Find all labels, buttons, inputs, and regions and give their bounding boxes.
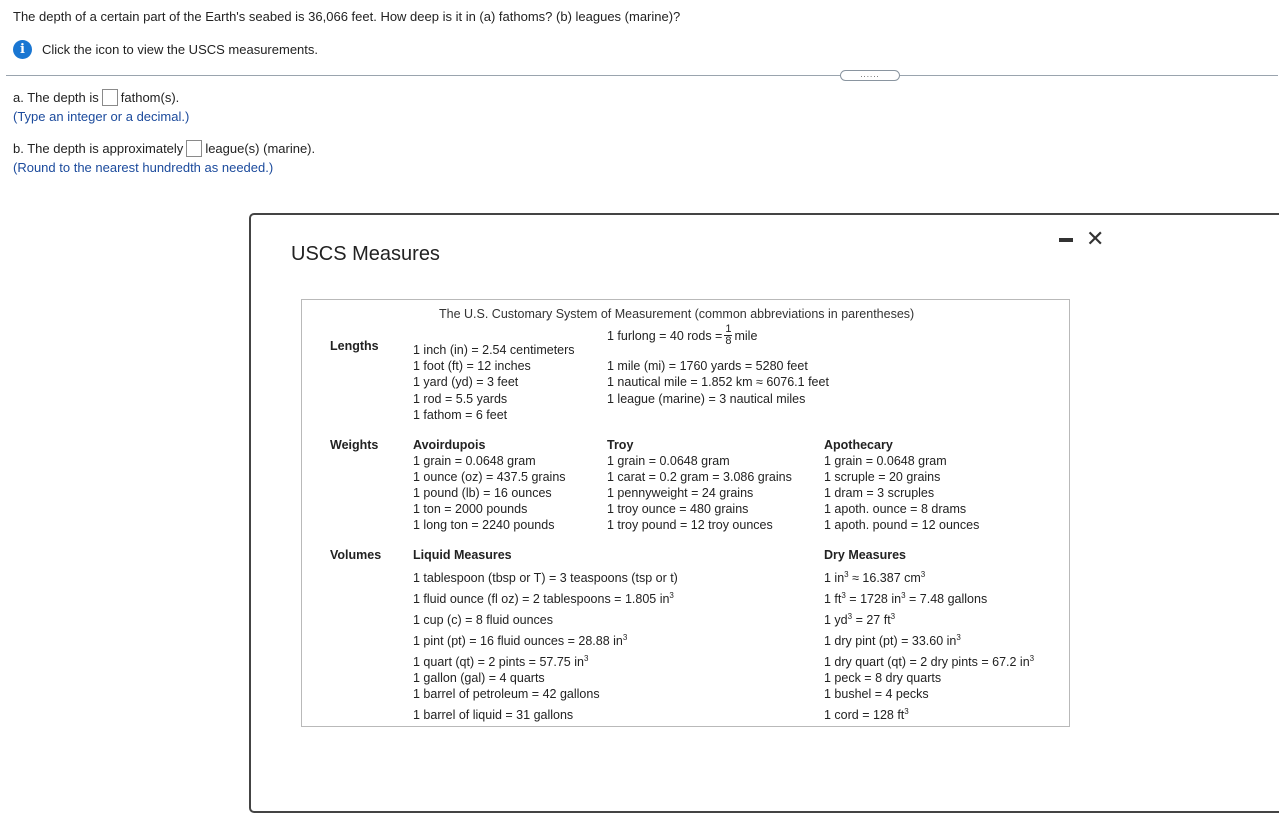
- troy-item-1: 1 carat = 0.2 gram = 3.086 grains: [607, 470, 792, 484]
- lengths-left-2: 1 yard (yd) = 3 feet: [413, 375, 519, 389]
- answer-a-suffix: fathom(s).: [120, 90, 180, 105]
- dry-item-1-b: ≈ 16.387 cm: [848, 571, 921, 585]
- divider: [6, 75, 1278, 76]
- apothecary-item-4: 1 apoth. pound = 12 ounces: [824, 518, 980, 532]
- liquid-item-8: 1 barrel of liquid = 31 gallons: [413, 708, 574, 722]
- dry-item-5-text: 1 dry quart (qt) = 2 dry pints = 67.2 in: [824, 655, 1030, 669]
- dry-item-2-a: 1 ft: [824, 592, 842, 606]
- dry-item-3-b: = 27 ft: [852, 613, 891, 627]
- lengths-right-1: 1 nautical mile = 1.852 km ≈ 6076.1 feet: [607, 375, 829, 389]
- furlong-suffix: mile: [734, 328, 758, 343]
- troy-title: Troy: [607, 438, 634, 452]
- apothecary-item-3: 1 apoth. ounce = 8 drams: [824, 502, 967, 516]
- liquid-item-3: 1 cup (c) = 8 fluid ounces: [413, 613, 554, 627]
- dry-item-4: [824, 633, 961, 649]
- apothecary-item-2: 1 dram = 3 scruples: [824, 486, 935, 500]
- dry-item-2-c: = 7.48 gallons: [905, 592, 988, 606]
- answer-a-input[interactable]: [102, 89, 118, 106]
- dry-item-1: [824, 570, 925, 586]
- lengths-left-0: 1 inch (in) = 2.54 centimeters: [413, 343, 575, 357]
- dry-item-7: 1 bushel = 4 pecks: [824, 687, 929, 701]
- liquid-item-2-text: 1 fluid ounce (fl oz) = 2 tablespoons = 1.805 in: [413, 592, 670, 606]
- liquid-item-4-text: 1 pint (pt) = 16 fluid ounces = 28.88 in: [413, 634, 623, 648]
- info-icon[interactable]: i: [13, 40, 32, 59]
- answer-b-prefix: b. The depth is approximately: [13, 141, 184, 156]
- avoirdupois-title: Avoirdupois: [413, 438, 486, 452]
- fraction-denominator: 8: [725, 335, 732, 347]
- fraction-one-eighth: [724, 324, 732, 347]
- answer-a-line: [13, 89, 179, 106]
- troy-item-4: 1 troy pound = 12 troy ounces: [607, 518, 773, 532]
- lengths-left-1: 1 foot (ft) = 12 inches: [413, 359, 531, 373]
- apothecary-title: Apothecary: [824, 438, 893, 452]
- furlong-prefix: 1 furlong = 40 rods =: [607, 328, 723, 343]
- answer-a-hint: (Type an integer or a decimal.): [13, 109, 190, 124]
- exp-3: 3: [1029, 653, 1035, 663]
- minimize-button[interactable]: [1059, 238, 1073, 242]
- answer-a-prefix: a. The depth is: [13, 90, 99, 105]
- liquid-item-5: [413, 654, 588, 670]
- exp-3: 3: [920, 569, 926, 579]
- exp-3: 3: [904, 706, 909, 716]
- liquid-item-2: [413, 591, 674, 607]
- exp-3: 3: [622, 632, 628, 642]
- liquid-item-4: [413, 633, 627, 649]
- info-text: Click the icon to view the USCS measurements.: [42, 42, 318, 57]
- lengths-label: Lengths: [330, 339, 379, 353]
- exp-3: 3: [841, 590, 846, 600]
- dry-item-6: 1 peck = 8 dry quarts: [824, 671, 942, 685]
- troy-item-2: 1 pennyweight = 24 grains: [607, 486, 754, 500]
- dry-item-5: [824, 654, 1034, 670]
- lengths-left-3: 1 rod = 5.5 yards: [413, 392, 508, 406]
- exp-3: 3: [844, 569, 849, 579]
- uscs-modal: [249, 213, 1279, 813]
- uscs-table: [301, 299, 1070, 727]
- close-button[interactable]: ✕: [1086, 226, 1105, 251]
- avoirdupois-item-1: 1 ounce (oz) = 437.5 grains: [413, 470, 566, 484]
- avoirdupois-item-2: 1 pound (lb) = 16 ounces: [413, 486, 552, 500]
- answer-b-suffix: league(s) (marine).: [205, 141, 316, 156]
- modal-title: USCS Measures: [291, 243, 440, 265]
- troy-item-0: 1 grain = 0.0648 gram: [607, 454, 730, 468]
- liquid-item-1: 1 tablespoon (tbsp or T) = 3 teaspoons (tsp or t): [413, 571, 678, 585]
- dry-item-3-a: 1 yd: [824, 613, 848, 627]
- avoirdupois-item-0: 1 grain = 0.0648 gram: [413, 454, 536, 468]
- dry-item-2: [824, 591, 987, 607]
- dry-item-2-b: = 1728 in: [845, 592, 902, 606]
- lengths-right-2: 1 league (marine) = 3 nautical miles: [607, 392, 806, 406]
- lengths-furlong: [607, 324, 757, 347]
- apothecary-item-0: 1 grain = 0.0648 gram: [824, 454, 947, 468]
- expand-button[interactable]: ......: [840, 70, 900, 81]
- question-text: The depth of a certain part of the Earth's seabed is 36,066 feet. How deep is it in (a) fathoms? (b) leagues (marine)?: [13, 9, 681, 24]
- liquid-item-7: 1 barrel of petroleum = 42 gallons: [413, 687, 600, 701]
- dry-item-3: [824, 612, 895, 628]
- dry-item-1-a: 1 in: [824, 571, 845, 585]
- troy-item-3: 1 troy ounce = 480 grains: [607, 502, 749, 516]
- answer-b-hint: (Round to the nearest hundredth as needed.): [13, 160, 274, 175]
- exp-3: 3: [901, 590, 906, 600]
- lengths-right-0: 1 mile (mi) = 1760 yards = 5280 feet: [607, 359, 808, 373]
- exp-3: 3: [956, 632, 961, 642]
- info-row: [13, 40, 318, 59]
- answer-b-line: [13, 140, 315, 157]
- liquid-item-5-text: 1 quart (qt) = 2 pints = 57.75 in: [413, 655, 584, 669]
- answer-b-input[interactable]: [186, 140, 202, 157]
- exp-3: 3: [583, 653, 589, 663]
- dry-item-8: [824, 707, 909, 723]
- liquid-item-6: 1 gallon (gal) = 4 quarts: [413, 671, 545, 685]
- dry-title: Dry Measures: [824, 548, 906, 562]
- exp-3: 3: [669, 590, 674, 600]
- liquid-title: Liquid Measures: [413, 548, 512, 562]
- table-caption: The U.S. Customary System of Measurement (common abbreviations in parentheses): [439, 307, 915, 321]
- dry-item-4-text: 1 dry pint (pt) = 33.60 in: [824, 634, 957, 648]
- exp-3: 3: [890, 611, 896, 621]
- volumes-label: Volumes: [330, 548, 382, 562]
- lengths-left-4: 1 fathom = 6 feet: [413, 408, 508, 422]
- avoirdupois-item-4: 1 long ton = 2240 pounds: [413, 518, 555, 532]
- avoirdupois-item-3: 1 ton = 2000 pounds: [413, 502, 528, 516]
- dry-item-8-text: 1 cord = 128 ft: [824, 708, 905, 722]
- fraction-numerator: 1: [725, 323, 732, 335]
- apothecary-item-1: 1 scruple = 20 grains: [824, 470, 941, 484]
- weights-label: Weights: [330, 438, 379, 452]
- exp-3: 3: [847, 611, 853, 621]
